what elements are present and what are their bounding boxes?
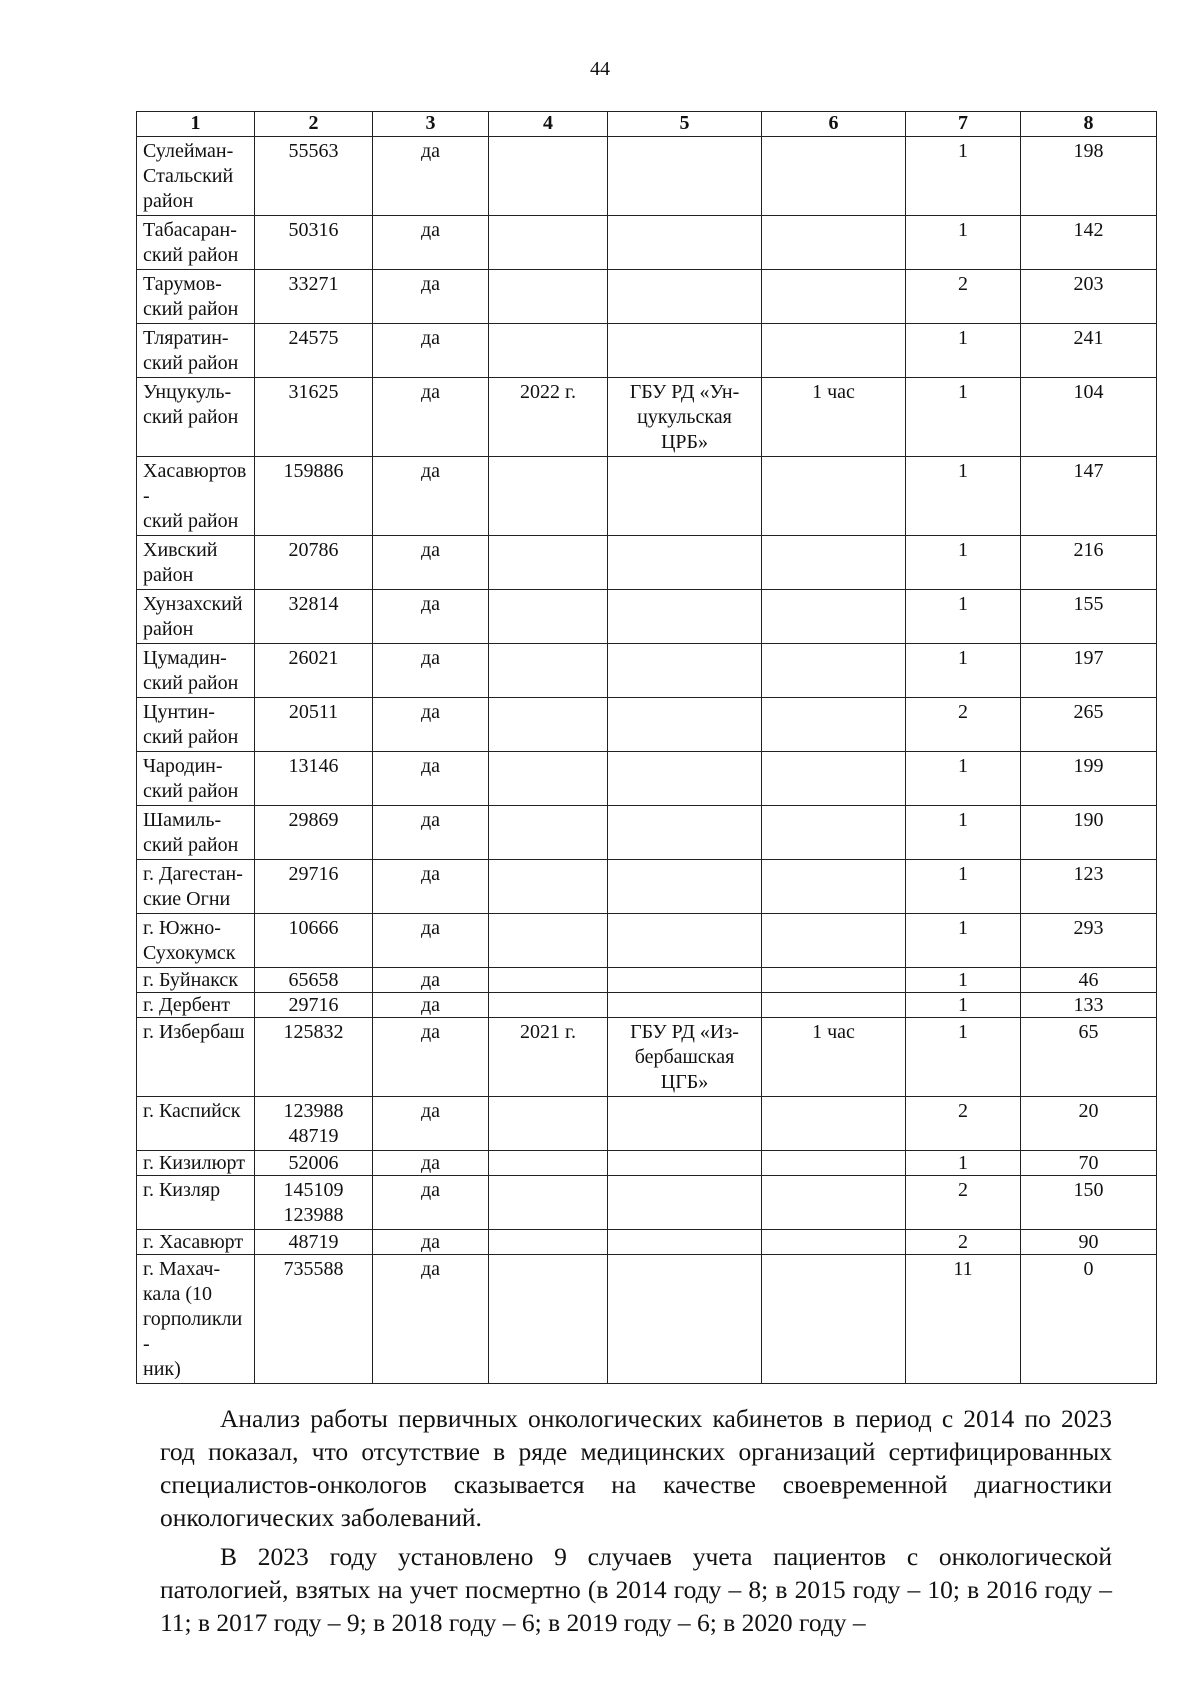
cell-year [489,457,608,536]
cell-patients: 190 [1021,806,1157,860]
column-header: 1 [137,112,255,137]
cell-organization: ГБУ РД «Ун- цукульская ЦРБ» [608,378,762,457]
cell-population: 33271 [255,270,373,324]
cell-year [489,1151,608,1176]
page-number: 44 [590,58,610,80]
cell-year [489,752,608,806]
cell-patients: 198 [1021,137,1157,216]
cell-staff: 1 [906,324,1021,378]
cell-organization [608,324,762,378]
cell-cabinet: да [373,1230,489,1255]
paragraph: Анализ работы первичных онкологических кабинетов в период с 2014 по 2023 год показал, что отсутствие в ряде медицинских организаций сертифицированных специалистов-онкологов сказывается на качестве своевременной диагностики онкологических заболеваний. [160,1404,1112,1532]
cell-organization [608,968,762,993]
table-row [137,993,1157,1018]
table-header-row [137,112,1157,137]
cell-territory: г. Буйнакск [137,968,255,993]
cell-travel-time [762,644,906,698]
cell-cabinet: да [373,698,489,752]
cell-travel-time [762,216,906,270]
cell-patients: 133 [1021,993,1157,1018]
cell-organization [608,1176,762,1230]
cell-year [489,1097,608,1151]
cell-travel-time [762,270,906,324]
cell-population: 159886 [255,457,373,536]
cell-staff: 1 [906,1018,1021,1097]
cell-year [489,137,608,216]
cell-staff: 1 [906,536,1021,590]
cell-travel-time: 1 час [762,378,906,457]
cell-patients: 70 [1021,1151,1157,1176]
column-header: 6 [762,112,906,137]
table-row [137,457,1157,536]
cell-cabinet: да [373,914,489,968]
cell-cabinet: да [373,968,489,993]
cell-staff: 1 [906,993,1021,1018]
table-row [137,590,1157,644]
cell-staff: 1 [906,860,1021,914]
cell-year [489,993,608,1018]
cell-patients: 0 [1021,1255,1157,1384]
cell-patients: 197 [1021,644,1157,698]
cell-population: 31625 [255,378,373,457]
cell-staff: 1 [906,1151,1021,1176]
cell-territory: г. Дербент [137,993,255,1018]
cell-staff: 1 [906,914,1021,968]
cell-patients: 265 [1021,698,1157,752]
cell-organization [608,1230,762,1255]
cell-travel-time [762,914,906,968]
cell-cabinet: да [373,993,489,1018]
cell-population: 735588 [255,1255,373,1384]
table-row [137,752,1157,806]
cell-year [489,914,608,968]
column-header: 3 [373,112,489,137]
table-row [137,1097,1157,1151]
cell-territory: г. Южно- Сухокумск [137,914,255,968]
cell-travel-time [762,806,906,860]
cell-patients: 203 [1021,270,1157,324]
cell-patients: 142 [1021,216,1157,270]
table-row [137,1255,1157,1384]
cell-year: 2022 г. [489,378,608,457]
cell-population: 29869 [255,806,373,860]
cell-territory: г. Избербаш [137,1018,255,1097]
cell-territory: Унцукуль- ский район [137,378,255,457]
cell-staff: 2 [906,1097,1021,1151]
cell-population: 123988 48719 [255,1097,373,1151]
table-row [137,698,1157,752]
cell-territory: г. Кизляр [137,1176,255,1230]
cell-population: 29716 [255,860,373,914]
cell-staff: 2 [906,1176,1021,1230]
table-row [137,1018,1157,1097]
cell-staff: 1 [906,590,1021,644]
cell-population: 24575 [255,324,373,378]
cell-territory: Шамиль- ский район [137,806,255,860]
cell-patients: 123 [1021,860,1157,914]
table-row [137,806,1157,860]
cell-territory: Хивский район [137,536,255,590]
cell-patients: 199 [1021,752,1157,806]
cell-staff: 2 [906,698,1021,752]
cell-year [489,216,608,270]
body-text [160,1402,1112,1639]
cell-patients: 20 [1021,1097,1157,1151]
cell-population: 20786 [255,536,373,590]
cell-year [489,644,608,698]
cell-territory: Табасаран- ский район [137,216,255,270]
cell-cabinet: да [373,806,489,860]
cell-cabinet: да [373,1255,489,1384]
cell-organization [608,806,762,860]
cell-population: 29716 [255,993,373,1018]
cell-travel-time [762,1176,906,1230]
cell-staff: 1 [906,137,1021,216]
table-row [137,216,1157,270]
cell-organization [608,993,762,1018]
cell-year [489,806,608,860]
cell-cabinet: да [373,752,489,806]
cell-cabinet: да [373,324,489,378]
cell-travel-time [762,752,906,806]
cell-cabinet: да [373,137,489,216]
cell-population: 52006 [255,1151,373,1176]
paragraph: В 2023 году установлено 9 случаев учета пациентов с онкологической патологией, взятых на учет посмертно (в 2014 году – 8; в 2015 году – 10; в 2016 году – 11; в 2017 году – 9; в 2018 году – 6; в 2019 году – 6; в 2020 году – [160,1542,1112,1637]
table-row [137,378,1157,457]
cell-territory: г. Каспийск [137,1097,255,1151]
cell-travel-time [762,324,906,378]
cell-cabinet: да [373,216,489,270]
cell-travel-time [762,536,906,590]
cell-organization [608,860,762,914]
column-header: 5 [608,112,762,137]
column-header: 8 [1021,112,1157,137]
cell-cabinet: да [373,1176,489,1230]
table-row [137,1151,1157,1176]
cell-staff: 1 [906,216,1021,270]
cell-staff: 1 [906,378,1021,457]
cell-year [489,324,608,378]
cell-organization [608,1151,762,1176]
cell-cabinet: да [373,644,489,698]
cell-territory: Тарумов- ский район [137,270,255,324]
cell-organization [608,216,762,270]
cell-territory: Хунзахский район [137,590,255,644]
cell-cabinet: да [373,1151,489,1176]
cell-cabinet: да [373,1097,489,1151]
cell-travel-time [762,1230,906,1255]
cell-organization [608,270,762,324]
cell-territory: г. Махач- кала (10 горполикли- ник) [137,1255,255,1384]
cell-year [489,860,608,914]
cell-organization [608,698,762,752]
cell-population: 125832 [255,1018,373,1097]
table-row [137,644,1157,698]
cell-travel-time [762,1255,906,1384]
cell-organization: ГБУ РД «Из- бербашская ЦГБ» [608,1018,762,1097]
cell-travel-time [762,1097,906,1151]
cell-travel-time [762,993,906,1018]
cell-population: 65658 [255,968,373,993]
cell-staff: 11 [906,1255,1021,1384]
cell-staff: 1 [906,644,1021,698]
cell-travel-time [762,860,906,914]
cell-patients: 46 [1021,968,1157,993]
table-row [137,1176,1157,1230]
cell-year [489,536,608,590]
column-header: 4 [489,112,608,137]
cell-territory: г. Хасавюрт [137,1230,255,1255]
cell-patients: 293 [1021,914,1157,968]
cell-territory: Тляратин- ский район [137,324,255,378]
cell-organization [608,590,762,644]
cell-cabinet: да [373,860,489,914]
table-body [137,137,1157,1384]
cell-organization [608,536,762,590]
cell-year [489,270,608,324]
table-row [137,536,1157,590]
cell-population: 26021 [255,644,373,698]
cell-population: 48719 [255,1230,373,1255]
cell-staff: 2 [906,1230,1021,1255]
cell-organization [608,914,762,968]
cell-staff: 2 [906,270,1021,324]
cell-population: 145109 123988 [255,1176,373,1230]
cell-organization [608,644,762,698]
table-row [137,860,1157,914]
cell-patients: 150 [1021,1176,1157,1230]
cell-travel-time [762,590,906,644]
cell-year [489,1176,608,1230]
cell-population: 10666 [255,914,373,968]
cell-staff: 1 [906,457,1021,536]
cell-patients: 241 [1021,324,1157,378]
cell-staff: 1 [906,968,1021,993]
table-row [137,1230,1157,1255]
cell-travel-time [762,968,906,993]
cell-year [489,968,608,993]
cell-territory: Цумадин- ский район [137,644,255,698]
cell-cabinet: да [373,536,489,590]
cell-population: 13146 [255,752,373,806]
cell-cabinet: да [373,378,489,457]
cell-patients: 104 [1021,378,1157,457]
cell-organization [608,1097,762,1151]
cell-cabinet: да [373,590,489,644]
cell-population: 32814 [255,590,373,644]
table-row [137,324,1157,378]
cell-cabinet: да [373,1018,489,1097]
cell-organization [608,1255,762,1384]
table-row [137,968,1157,993]
cell-patients: 65 [1021,1018,1157,1097]
cell-travel-time [762,137,906,216]
cell-cabinet: да [373,457,489,536]
cell-territory: Хасавюртов- ский район [137,457,255,536]
cell-organization [608,137,762,216]
cell-year [489,1230,608,1255]
cell-year [489,1255,608,1384]
cell-population: 55563 [255,137,373,216]
column-header: 2 [255,112,373,137]
cell-travel-time [762,1151,906,1176]
cell-territory: г. Дагестан- ские Огни [137,860,255,914]
cell-cabinet: да [373,270,489,324]
cell-patients: 216 [1021,536,1157,590]
cell-territory: Сулейман- Стальский район [137,137,255,216]
cell-year [489,698,608,752]
cell-territory: Цунтин- ский район [137,698,255,752]
cell-staff: 1 [906,806,1021,860]
cell-population: 50316 [255,216,373,270]
cell-travel-time: 1 час [762,1018,906,1097]
data-table [136,111,1157,1384]
cell-patients: 90 [1021,1230,1157,1255]
cell-year: 2021 г. [489,1018,608,1097]
table-row [137,137,1157,216]
column-header: 7 [906,112,1021,137]
cell-patients: 147 [1021,457,1157,536]
table-row [137,270,1157,324]
cell-year [489,590,608,644]
cell-organization [608,457,762,536]
cell-staff: 1 [906,752,1021,806]
cell-travel-time [762,698,906,752]
cell-territory: г. Кизилюрт [137,1151,255,1176]
cell-patients: 155 [1021,590,1157,644]
cell-organization [608,752,762,806]
cell-territory: Чародин- ский район [137,752,255,806]
cell-population: 20511 [255,698,373,752]
table-row [137,914,1157,968]
cell-travel-time [762,457,906,536]
